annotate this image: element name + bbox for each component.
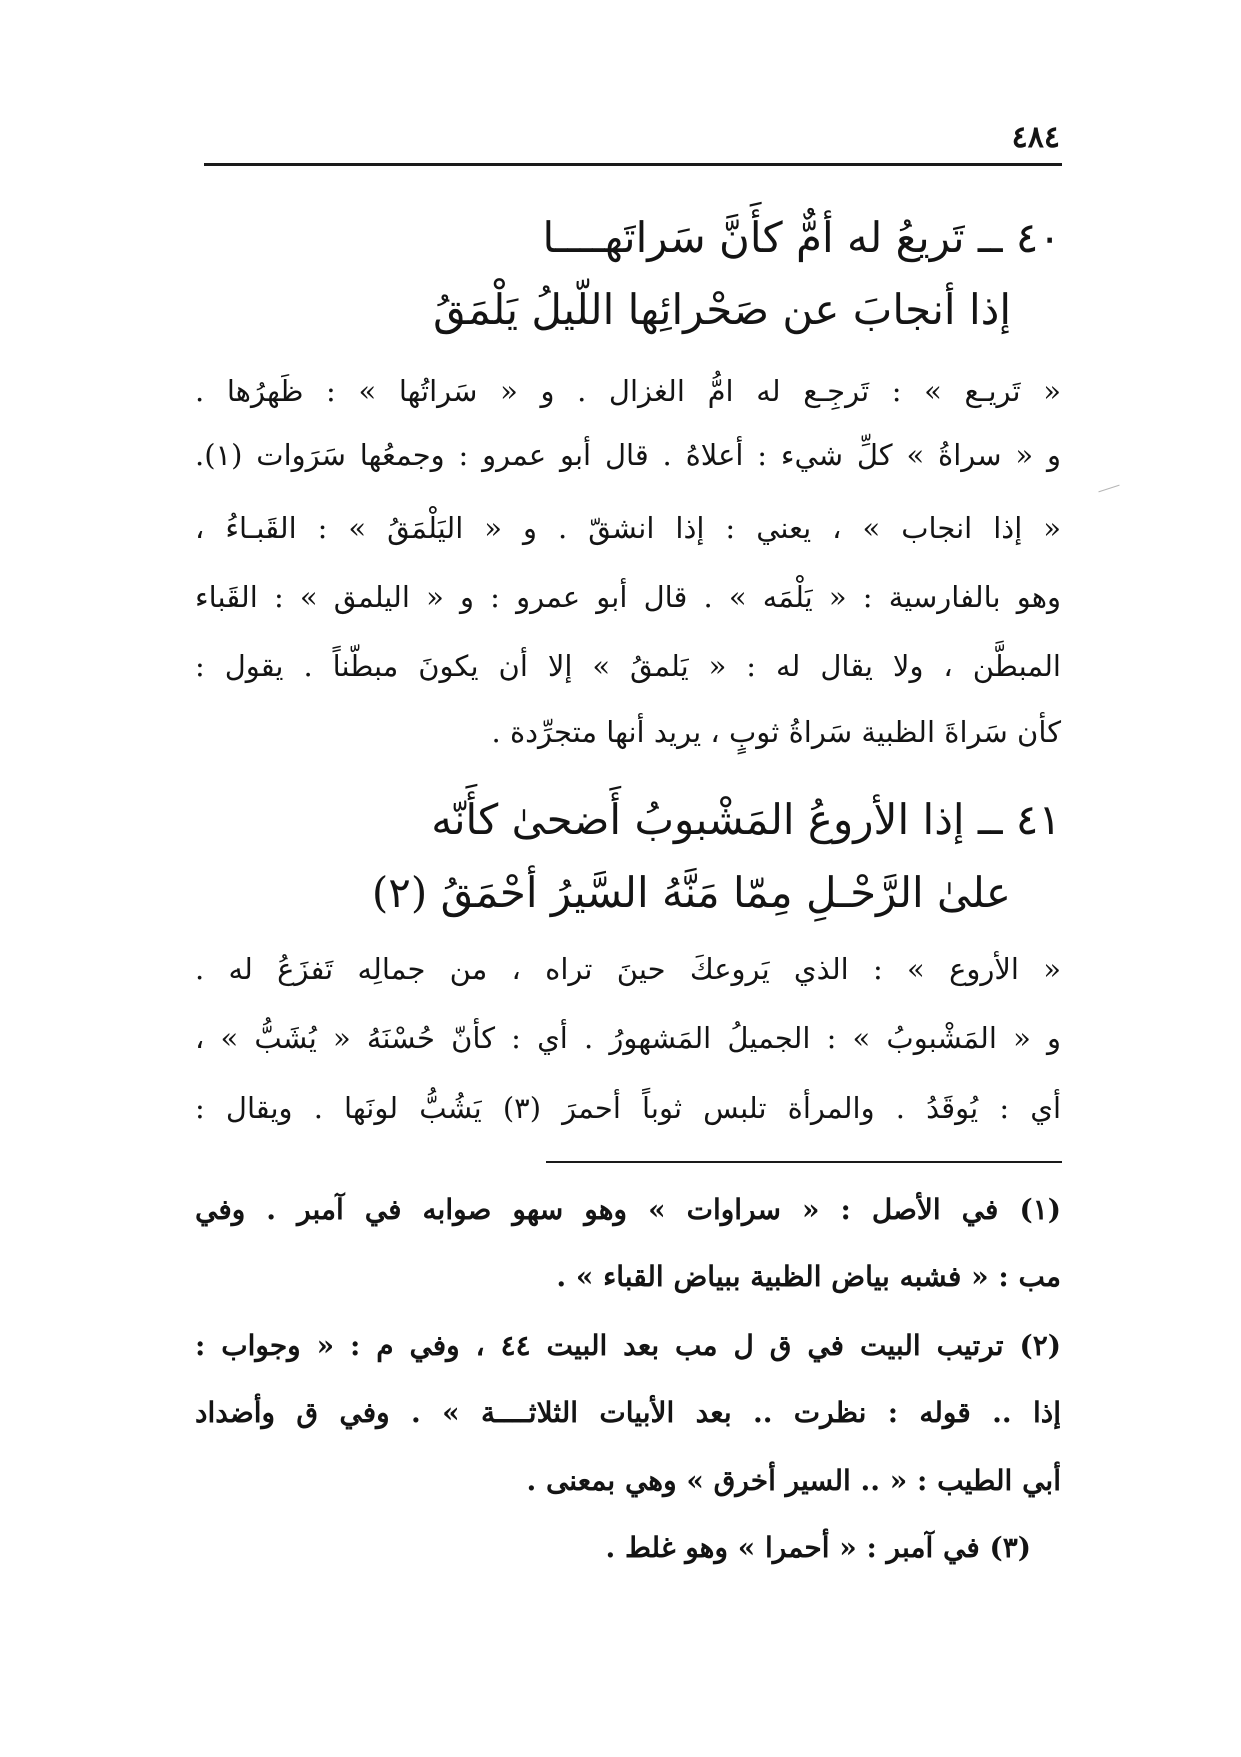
footnote-separator: [546, 1161, 1062, 1163]
commentary-41-line: أي : يُوقَدُ . والمرأة تلبس ثوباً أحمرَ (٣) يَشُبُّ لونَها . ويقال :: [195, 1091, 1061, 1125]
footnote-2-line: إذا .. قوله : نظرت .. بعد الأبيات الثلاثــــة » . وفي ق وأضداد: [195, 1396, 1061, 1429]
verse-41-first-hemistich: ٤١ ــ إذا الأروعُ المَشْبوبُ أَضحىٰ كأَنّه: [431, 795, 1061, 844]
verse-40-second-hemistich: إذا أنجابَ عن صَحْرائِها اللّيلُ يَلْمَقُ: [433, 285, 1011, 334]
page-number: ٤٨٤: [1011, 120, 1060, 155]
footnote-1-line: مب : « فشبه بياض الظبية ببياض القباء » .: [556, 1260, 1061, 1293]
footnote-1-line: (١) في الأصل : « سراوات » وهو سهو صوابه في آمبر . وفي: [195, 1193, 1061, 1226]
verse-40-first-hemistich: ٤٠ ــ تَريعُ له أمٌّ كأَنَّ سَراتَهــــا: [542, 213, 1061, 262]
commentary-40-line: المبطَّن ، ولا يقال له : « يَلمقُ » إلا أن يكونَ مبطّناً . يقول :: [195, 649, 1061, 683]
footnote-3-line: (٣) في آمبر : « أحمرا » وهو غلط .: [605, 1531, 1031, 1564]
commentary-40-line: و « سراةُ » كلِّ شيء : أعلاهُ . قال أبو عمرو : وجمعُها سَرَوات (١).: [195, 438, 1061, 472]
commentary-40-line: وهو بالفارسية : « يَلْمَه » . قال أبو عمرو : و « اليلمق » : القَباء: [195, 580, 1061, 614]
margin-mark: [1098, 485, 1119, 493]
commentary-40-line: « تَريـع » : تَرجِـع له امُّ الغزال . و « سَراتُها » : ظَهرُها .: [195, 374, 1061, 408]
commentary-40-line: كأن سَراةَ الظبية سَراةُ ثوبٍ ، يريد أنها متجرِّدة .: [491, 715, 1061, 749]
commentary-41-line: « الأروع » : الذي يَروعكَ حينَ تراه ، من جمالِه تَفزَعُ له .: [195, 952, 1061, 986]
verse-41-second-hemistich: علىٰ الرَّحْـلِ مِمّا مَنَّهُ السَّيرُ أحْمَقُ (٢): [371, 868, 1011, 917]
footnote-2-line: (٢) ترتيب البيت في ق ل مب بعد البيت ٤٤ ، وفي م : « وجواب :: [195, 1329, 1061, 1362]
footnote-2-line: أبي الطيب : « .. السير أخرق » وهي بمعنى .: [526, 1464, 1061, 1497]
commentary-41-line: و « المَشْبوبُ » : الجميلُ المَشهورُ . أي : كأنّ حُسْنَهُ « يُشَبُّ » ،: [195, 1021, 1061, 1055]
commentary-40-line: « إذا انجاب » ، يعني : إذا انشقّ . و « اليَلْمَقُ » : القَبـاءُ ،: [195, 511, 1061, 545]
header-rule: [204, 163, 1062, 166]
